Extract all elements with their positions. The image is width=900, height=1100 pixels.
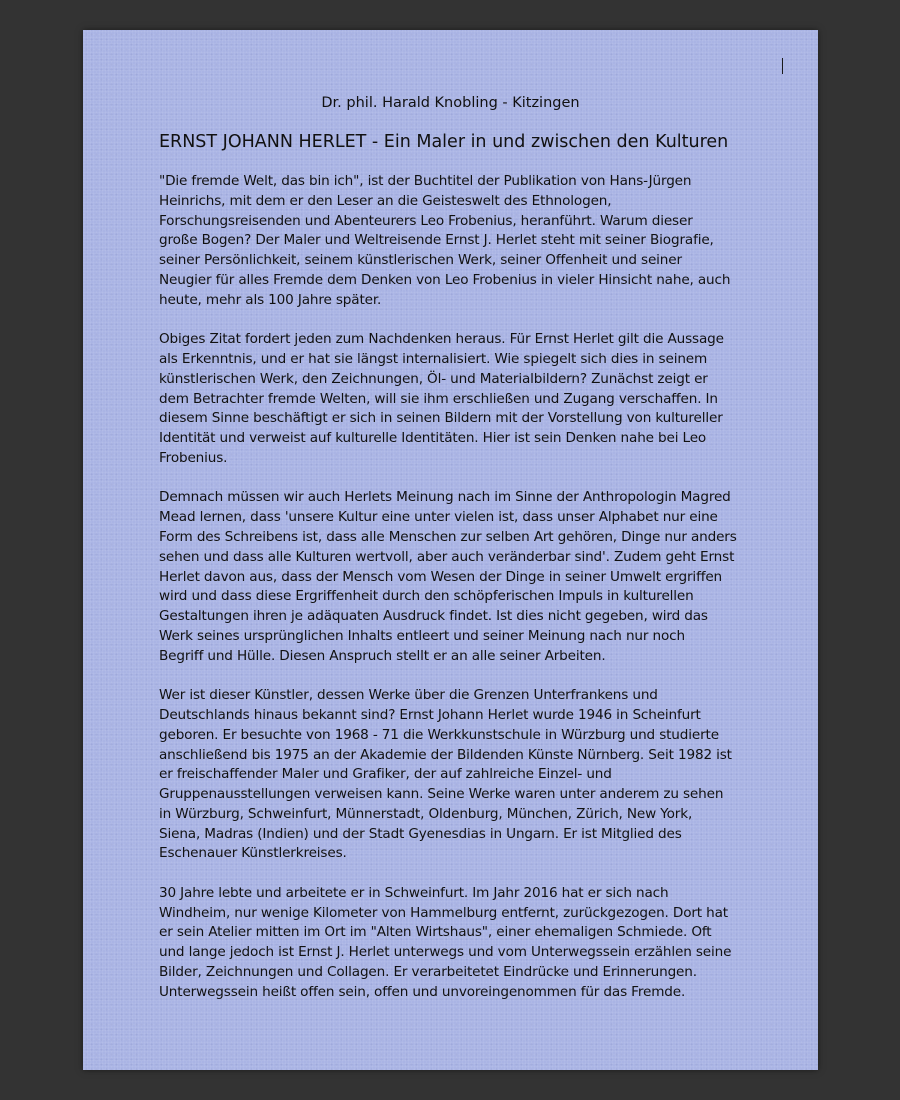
text-line: Mead lernen, dass 'unsere Kultur eine unter vielen ist, dass unser Alphabet nur eine (159, 509, 718, 526)
text-line: er freischaffender Maler und Grafiker, der auf zahlreiche Einzel- und (159, 766, 612, 783)
text-line: dem Betrachter fremde Welten, will sie ihm erschließen und Zugang verschaffen. In (159, 390, 718, 407)
text-line: Unterwegssein heißt offen sein, offen und unvoreingenommen für das Fremde. (159, 983, 686, 1000)
text-line: Demnach müssen wir auch Herlets Meinung nach im Sinne der Anthropologin Magred (159, 489, 731, 506)
text-line: Wer ist dieser Künstler, dessen Werke über die Grenzen Unterfrankens und (159, 687, 658, 704)
text-line: Windheim, nur wenige Kilometer von Hammelburg entfernt, zurückgezogen. Dort hat (159, 904, 728, 921)
text-line: künstlerischen Werk, den Zeichnungen, Öl- und Materialbildern? Zunächst zeigt er (159, 370, 708, 387)
text-line: Eschenauer Künstlerkreises. (159, 845, 347, 862)
text-cursor (782, 58, 783, 74)
text-line: heute, mehr als 100 Jahre später. (159, 291, 382, 308)
text-line: 30 Jahre lebte und arbeitete er in Schweinfurt. Im Jahr 2016 hat er sich nach (159, 884, 669, 901)
text-line: Identität und verweist auf kulturelle Identitäten. Hier ist sein Denken nahe bei Leo (159, 430, 707, 447)
text-line: Werk seines ursprünglichen Inhalts entleert und seiner Meinung nach nur noch (159, 627, 685, 644)
document-page (83, 30, 818, 1070)
text-line: Siena, Madras (Indien) und der Stadt Gyenesdias in Ungarn. Er ist Mitglied des (159, 825, 682, 842)
text-line: Gestaltungen ihren je adäquaten Ausdruck findet. Ist dies nicht gegeben, wird das (159, 608, 708, 625)
text-line: Forschungsreisenden und Abenteurers Leo Frobenius, heranführt. Warum dieser (159, 212, 693, 229)
text-line: als Erkenntnis, und er hat sie längst internalisiert. Wie spiegelt sich dies in seinem (159, 350, 708, 367)
text-line: Obiges Zitat fordert jeden zum Nachdenken heraus. Für Ernst Herlet gilt die Aussage (159, 331, 724, 348)
text-line: "Die fremde Welt, das bin ich", ist der Buchtitel der Publikation von Hans-Jürgen (159, 173, 692, 189)
text-line: wird und dass diese Ergriffenheit durch den schöpferischen Impuls in kulturellen (159, 588, 694, 605)
body-text (159, 172, 759, 1022)
text-line: Bilder, Zeichnungen und Collagen. Er verarbeitetet Eindrücke und Erinnerungen. (159, 964, 697, 981)
paragraph-2 (159, 330, 759, 469)
text-line: er sein Atelier mitten im Ort im "Alten Wirtshaus", einer ehemaligen Schmiede. Oft (159, 924, 712, 941)
text-line: und lange jedoch ist Ernst J. Herlet unterwegs und vom Unterwegssein erzählen seine (159, 944, 732, 961)
text-line: Deutschlands hinaus bekannt sind? Ernst Johann Herlet wurde 1946 in Scheinfurt (159, 706, 701, 723)
author-line: Dr. phil. Harald Knobling - Kitzingen (321, 95, 580, 111)
text-line: sehen und dass alle Kulturen wertvoll, aber auch veränderbar sind'. Zudem geht Ernst (159, 548, 735, 565)
text-line: Neugier für alles Fremde dem Denken von Leo Frobenius in vieler Hinsicht nahe, auch (159, 271, 731, 288)
text-line: Herlet davon aus, dass der Mensch vom Wesen der Dinge in seiner Umwelt ergriffen (159, 568, 723, 585)
paragraph-5 (159, 884, 759, 1003)
text-line: seiner Persönlichkeit, seinem künstlerischen Werk, seiner Offenheit und seiner (159, 252, 682, 269)
text-line: Heinrichs, mit dem er den Leser an die Geisteswelt des Ethnologen, (159, 192, 612, 209)
text-line: anschließend bis 1975 an der Akademie der Bildenden Künste Nürnberg. Seit 1982 ist (159, 746, 732, 763)
text-line: Frobenius. (159, 449, 228, 466)
text-line: Gruppenausstellungen verweisen kann. Seine Werke waren unter anderem zu sehen (159, 786, 724, 803)
text-line: geboren. Er besuchte von 1968 - 71 die Werkkunstschule in Würzburg und studierte (159, 726, 719, 743)
paragraph-3 (159, 488, 759, 666)
text-line: in Würzburg, Schweinfurt, Münnerstadt, Oldenburg, München, Zürich, New York, (159, 805, 693, 822)
text-line: große Bogen? Der Maler und Weltreisende Ernst J. Herlet steht mit seiner Biografie, (159, 232, 714, 249)
text-line: diesem Sinne beschäftigt er sich in seinen Bildern mit der Vorstellung von kultureller (159, 410, 723, 427)
text-line: Begriff und Hülle. Diesen Anspruch stellt er an alle seiner Arbeiten. (159, 647, 606, 664)
paragraph-4 (159, 686, 759, 864)
paragraph-1 (159, 172, 759, 311)
text-line: Form des Schreibens ist, dass alle Menschen zur selben Art gehören, Dinge nur anders (159, 528, 737, 545)
document-title: ERNST JOHANN HERLET - Ein Maler in und zwischen den Kulturen (159, 132, 729, 152)
